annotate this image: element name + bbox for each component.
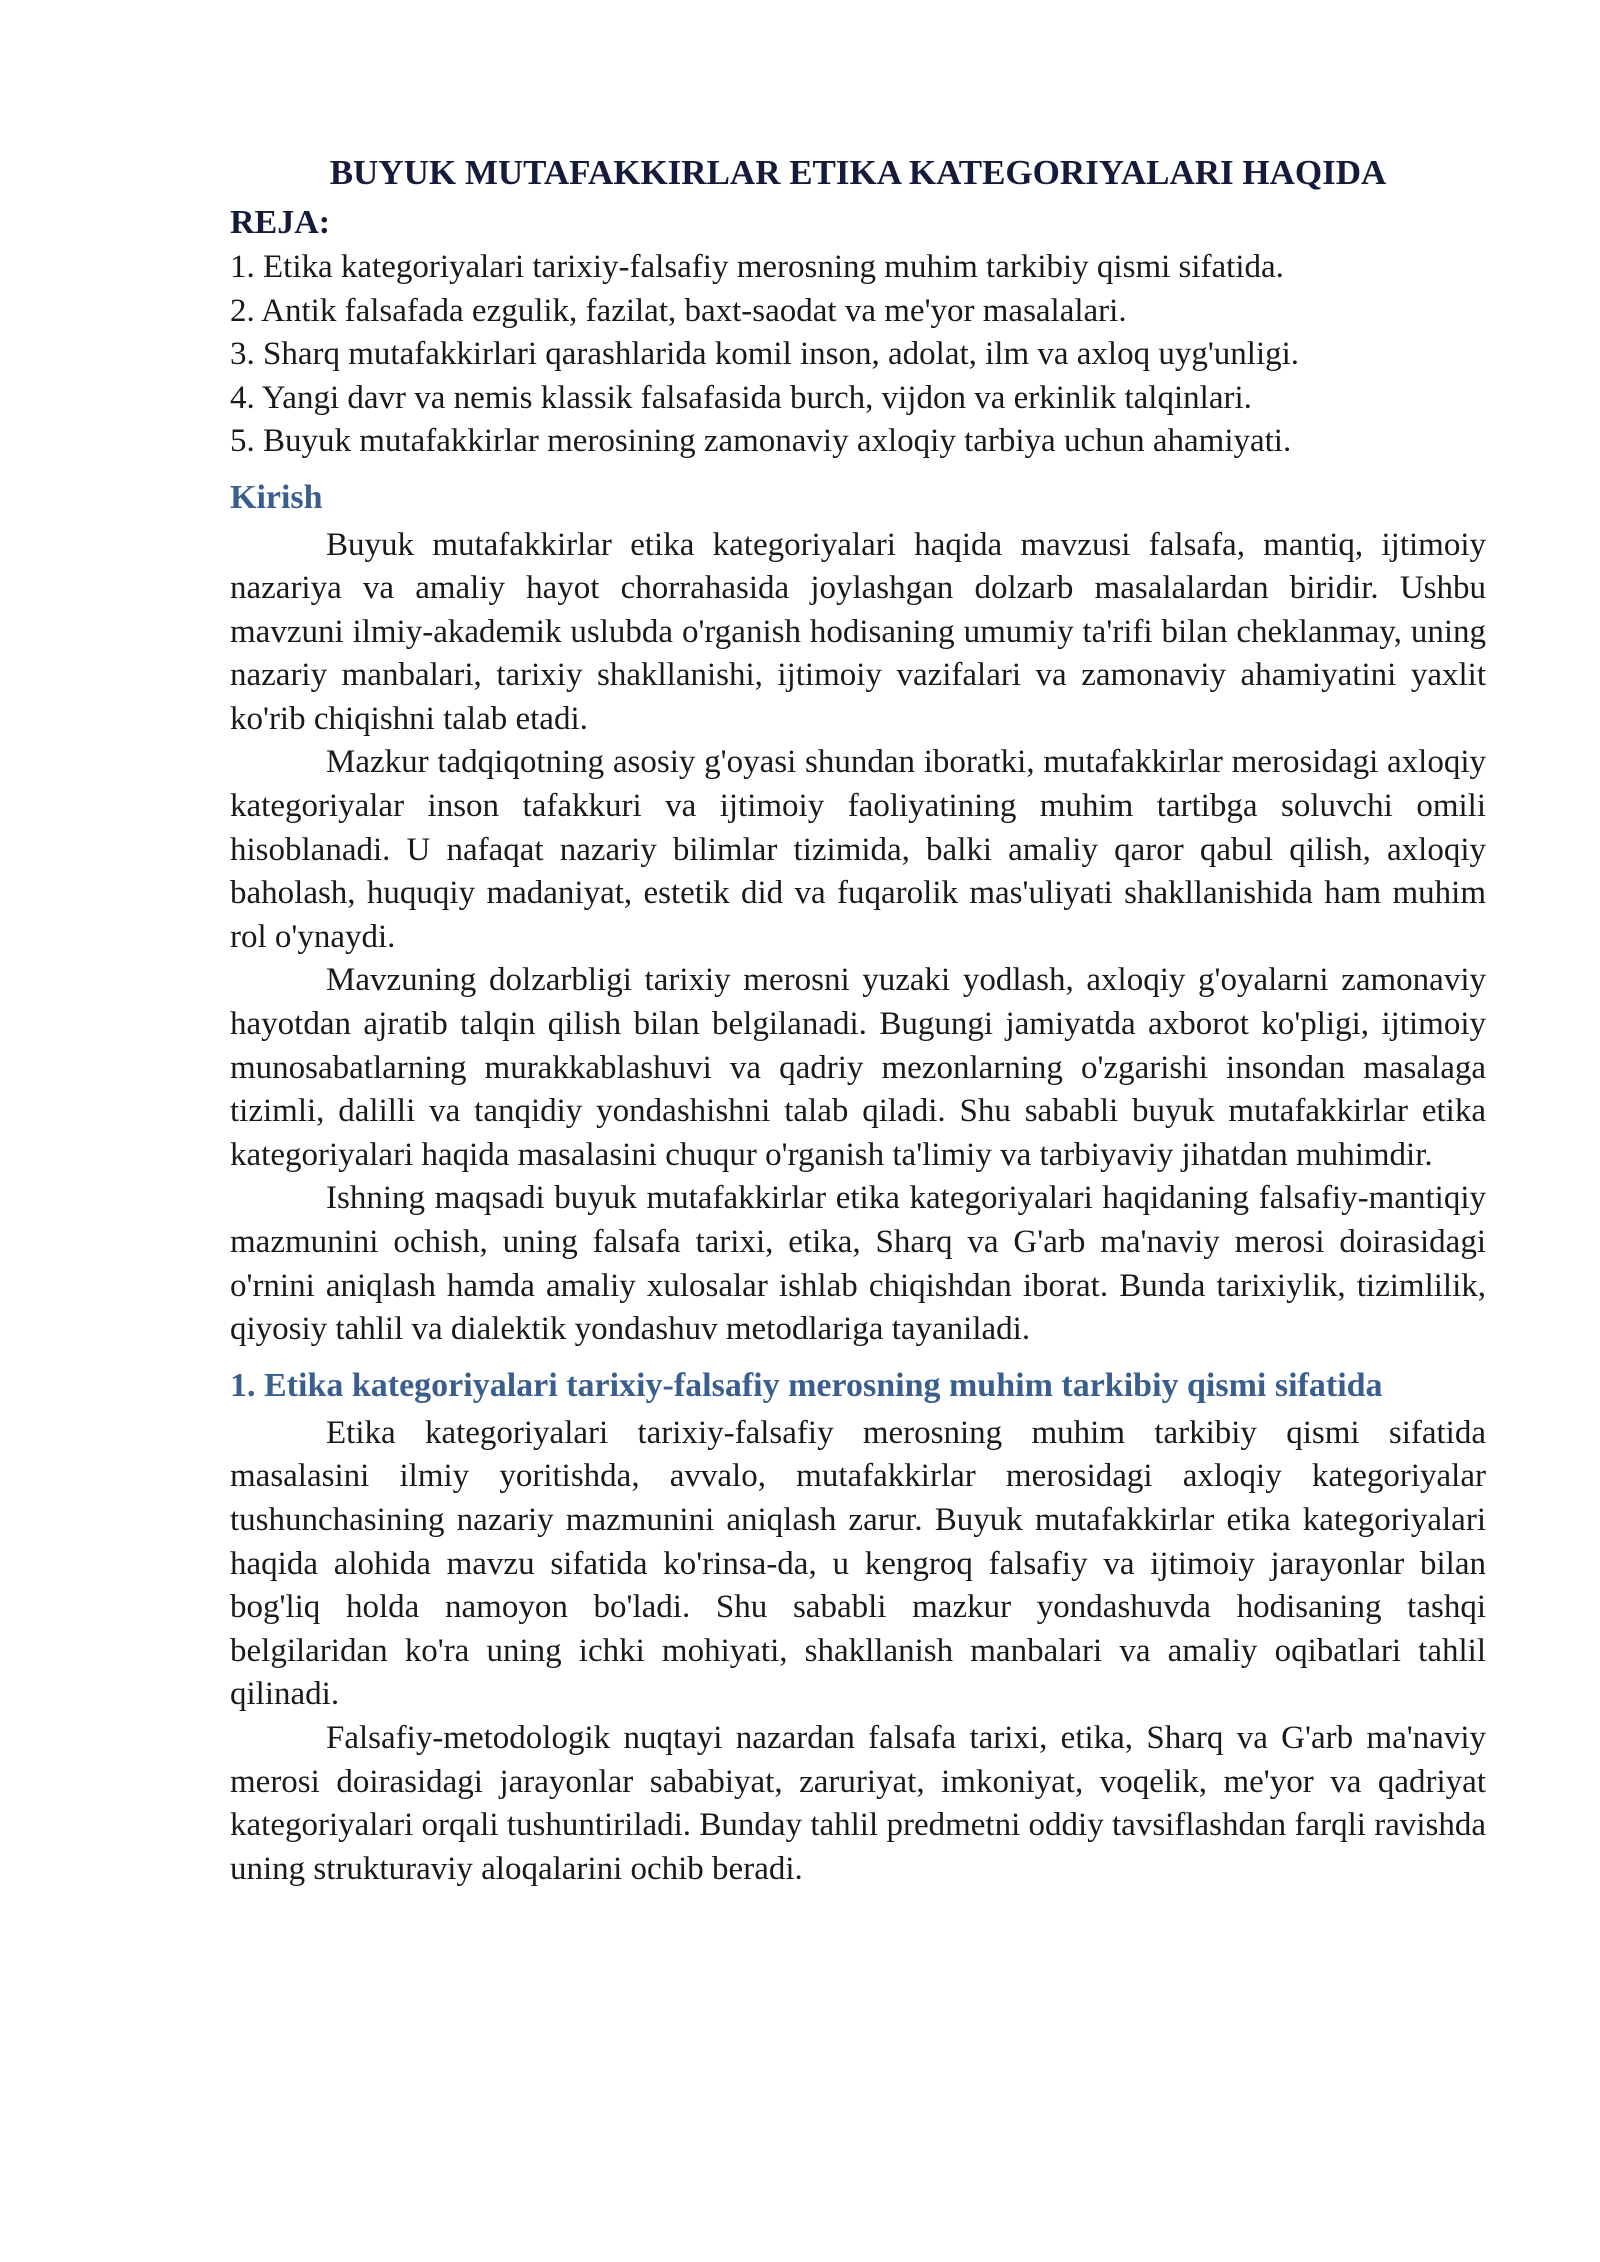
- document-title: BUYUK MUTAFAKKIRLAR ETIKA KATEGORIYALARI HAQIDA: [329, 153, 1387, 192]
- section-introduction: [230, 476, 1486, 1352]
- plan-item: 1. Etika kategoriyalari tarixiy-falsafiy merosning muhim tarkibiy qismi sifatida.: [230, 249, 1284, 285]
- plan-list: [230, 246, 1486, 464]
- plan-heading: REJA:: [230, 204, 331, 241]
- paragraph: Mavzuning dolzarbligi tarixiy merosni yuzaki yodlash, axloqiy g'oyalarni zamonaviy hayotdan ajratib talqin qilish bilan belgilanadi. Bugungi jamiyatda axborot ko'pligi, ijtimoiy munosabatlarning murakkablashuvi va qadriy mezonlarning o'zgarishi insondan masalaga tizimli, dalilli va tanqidiy yondashishni talab qiladi. Shu sababli buyuk mutafakkirlar etika kategoriyalari haqida masalasini chuqur o'rganish ta'limiy va tarbiyaviy jihatdan muhimdir.: [230, 962, 1486, 1173]
- plan-item: 4. Yangi davr va nemis klassik falsafasida burch, vijdon va erkinlik talqinlari.: [230, 379, 1252, 416]
- paragraph: Etika kategoriyalari tarixiy-falsafiy merosning muhim tarkibiy qismi sifatida masalasini ilmiy yoritishda, avvalo, mutafakkirlar merosidagi axloqiy kategoriyalar tushunchasining nazariy mazmunini aniqlash zarur. Buyuk mutafakkirlar etika kategoriyalari haqida alohida mavzu sifatida ko'rinsa-da, u kengroq falsafiy va ijtimoiy jarayonlar bilan bog'liq holda namoyon bo'ladi. Shu sababli mazkur yondashuvda hodisaning tashqi belgilaridan ko'ra uning ichki mohiyati, shakllanish manbalari va amaliy oqibatlari tahlil qilinadi.: [230, 1414, 1486, 1713]
- paragraph: Mazkur tadqiqotning asosiy g'oyasi shundan iboratki, mutafakkirlar merosidagi axloqiy kategoriyalar inson tafakkuri va ijtimoiy faoliyatining muhim tartibga soluvchi omili hisoblanadi. U nafaqat nazariy bilimlar tizimida, balki amaliy qaror qabul qilish, axloqiy baholash, huquqiy madaniyat, estetik did va fuqarolik mas'uliyati shakllanishida ham muhim rol o'ynaydi.: [230, 744, 1486, 955]
- paragraph: Ishning maqsadi buyuk mutafakkirlar etika kategoriyalari haqidaning falsafiy-mantiqiy mazmunini ochish, uning falsafa tarixi, etika, Sharq va G'arb ma'naviy merosi doirasidagi o'rnini aniqlash hamda amaliy xulosalar ishlab chiqishdan iborat. Bunda tarixiylik, tizimlilik, qiyosiy tahlil va dialektik yondashuv metodlariga tayaniladi.: [230, 1180, 1486, 1348]
- section-heading: 1. Etika kategoriyalari tarixiy-falsafiy merosning muhim tarkibiy qismi sifatida: [230, 1366, 1383, 1404]
- paragraph: Falsafiy-metodologik nuqtayi nazardan falsafa tarixi, etika, Sharq va G'arb ma'naviy merosi doirasidagi jarayonlar sababiyat, zaruriyat, imkoniyat, voqelik, me'yor va qadriyat kategoriyalari orqali tushuntiriladi. Bunday tahlil predmetni oddiy tavsiflashdan farqli ravishda uning strukturaviy aloqalarini ochib beradi.: [230, 1719, 1486, 1887]
- document-page: [230, 148, 1486, 1891]
- section-heading: Kirish: [230, 478, 323, 516]
- paragraph: Buyuk mutafakkirlar etika kategoriyalari haqida mavzusi falsafa, mantiq, ijtimoiy nazariya va amaliy hayot chorrahasida joylashgan dolzarb masalalardan biridir. Ushbu mavzuni ilmiy-akademik uslubda o'rganish hodisaning umumiy ta'rifi bilan cheklanmay, uning nazariy manbalari, tarixiy shakllanishi, ijtimoiy vazifalari va zamonaviy ahamiyatini yaxlit ko'rib chiqishni talab etadi.: [230, 526, 1486, 737]
- plan-item: 2. Antik falsafada ezgulik, fazilat, baxt-saodat va me'yor masalalari.: [230, 292, 1127, 329]
- plan-item: 5. Buyuk mutafakkirlar merosining zamonaviy axloqiy tarbiya uchun ahamiyati.: [230, 423, 1292, 459]
- plan-item: 3. Sharq mutafakkirlari qarashlarida komil inson, adolat, ilm va axloq uyg'unligi.: [230, 336, 1300, 372]
- section-1: [230, 1364, 1486, 1892]
